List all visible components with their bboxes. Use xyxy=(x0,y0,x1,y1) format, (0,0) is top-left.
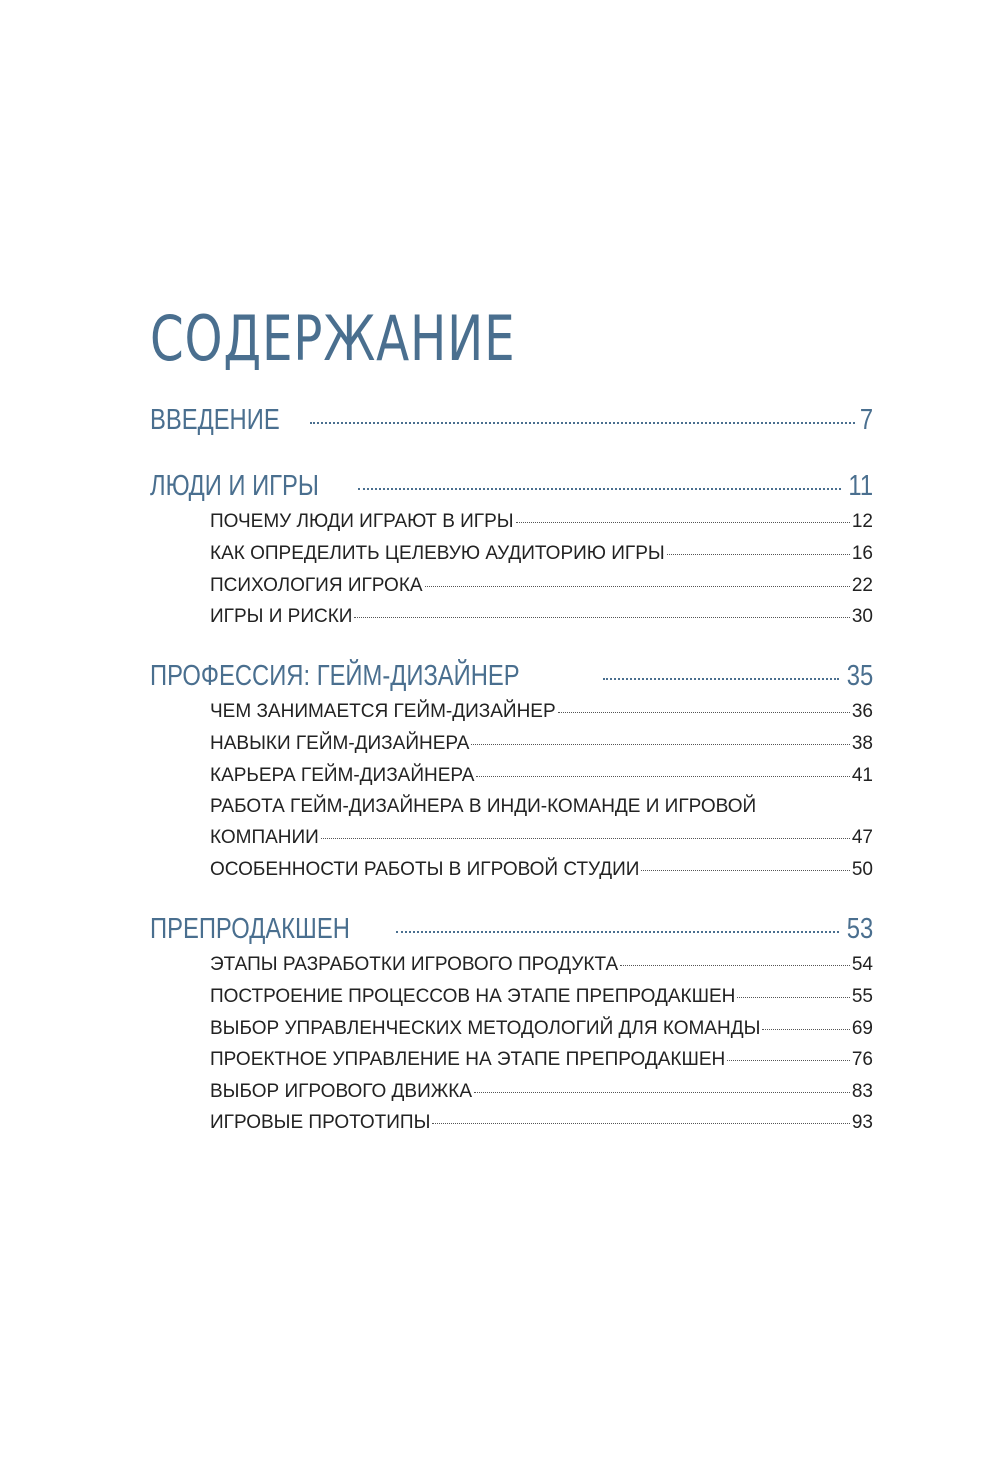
dot-leader xyxy=(321,838,850,839)
toc-entry[interactable] xyxy=(210,733,873,755)
toc-page-number: 55 xyxy=(851,986,873,1007)
toc-page-number: 41 xyxy=(851,765,873,786)
dot-leader xyxy=(358,488,841,490)
toc-entry-title: КАК ОПРЕДЕЛИТЬ ЦЕЛЕВУЮ АУДИТОРИЮ ИГРЫ xyxy=(210,543,665,564)
toc-entry[interactable] xyxy=(210,701,873,723)
toc-entry-title: КАРЬЕРА ГЕЙМ-ДИЗАЙНЕРА xyxy=(210,765,475,786)
toc-chapter-people-and-games[interactable] xyxy=(150,470,873,503)
toc-chapter-profession-game-designer[interactable] xyxy=(150,660,873,693)
toc-page-number: 69 xyxy=(851,1018,873,1039)
toc-entry[interactable] xyxy=(210,606,873,628)
toc-page-number: 22 xyxy=(851,575,873,596)
dot-leader xyxy=(474,1092,850,1093)
toc-page-number: 16 xyxy=(851,543,873,564)
toc-chapter-title: ЛЮДИ И ИГРЫ xyxy=(150,470,319,502)
toc-page-number: 12 xyxy=(851,511,873,532)
toc-entry-title: ПСИХОЛОГИЯ ИГРОКА xyxy=(210,575,423,596)
dot-leader xyxy=(396,931,839,933)
toc-entry[interactable] xyxy=(210,543,873,565)
dot-leader xyxy=(354,617,849,618)
dot-leader xyxy=(667,554,850,555)
toc-chapter-introduction[interactable] xyxy=(150,404,873,437)
toc-entry-title: РАБОТА ГЕЙМ-ДИЗАЙНЕРА В ИНДИ-КОМАНДЕ И ИГРОВОЙ xyxy=(210,796,757,817)
toc-entry[interactable] xyxy=(210,1018,873,1040)
toc-entry-title: ВЫБОР УПРАВЛЕНЧЕСКИХ МЕТОДОЛОГИЙ ДЛЯ КОМАНДЫ xyxy=(210,1018,761,1039)
dot-leader xyxy=(516,522,850,523)
toc-entry-title: ВЫБОР ИГРОВОГО ДВИЖКА xyxy=(210,1081,473,1102)
toc-entry[interactable] xyxy=(210,986,873,1008)
toc-page-number: 76 xyxy=(851,1049,873,1070)
toc-entry[interactable] xyxy=(210,765,873,787)
dot-leader xyxy=(727,1060,850,1061)
dot-leader xyxy=(425,586,850,587)
toc-entry-title: ИГРЫ И РИСКИ xyxy=(210,606,353,627)
toc-entry[interactable] xyxy=(210,954,873,976)
toc-page-number: 47 xyxy=(851,827,873,848)
dot-leader xyxy=(558,712,850,713)
dot-leader xyxy=(603,678,839,680)
toc-page-number: 53 xyxy=(846,913,873,945)
toc-page-number: 50 xyxy=(851,859,873,880)
dot-leader xyxy=(471,744,849,745)
toc-entry-title: ЭТАПЫ РАЗРАБОТКИ ИГРОВОГО ПРОДУКТА xyxy=(210,954,619,975)
toc-page-number: 11 xyxy=(848,470,873,502)
toc-entry[interactable] xyxy=(210,859,873,881)
toc-entry-title: ОСОБЕННОСТИ РАБОТЫ В ИГРОВОЙ СТУДИИ xyxy=(210,859,640,880)
toc-page-number: 54 xyxy=(851,954,873,975)
dot-leader xyxy=(762,1029,849,1030)
toc-entry-title: КОМПАНИИ xyxy=(210,827,319,848)
toc-page-number: 93 xyxy=(851,1112,873,1133)
toc-entry-title: ИГРОВЫЕ ПРОТОТИПЫ xyxy=(210,1112,431,1133)
toc-entry-line1[interactable] xyxy=(210,796,873,818)
toc-entry[interactable] xyxy=(210,1049,873,1071)
toc-chapter-title: ВВЕДЕНИЕ xyxy=(150,404,280,436)
toc-page-number: 7 xyxy=(859,404,873,436)
toc-entry-title: ПОСТРОЕНИЕ ПРОЦЕССОВ НА ЭТАПЕ ПРЕПРОДАКШЕН xyxy=(210,986,736,1007)
toc-entry[interactable] xyxy=(210,1081,873,1103)
dot-leader xyxy=(310,422,855,424)
toc-entry[interactable] xyxy=(210,827,873,849)
toc-entry-title: НАВЫКИ ГЕЙМ-ДИЗАЙНЕРА xyxy=(210,733,470,754)
toc-chapter-title: ПРОФЕССИЯ: ГЕЙМ-ДИЗАЙНЕР xyxy=(150,660,520,692)
toc-page-number: 30 xyxy=(851,606,873,627)
toc-entry[interactable] xyxy=(210,575,873,597)
toc-chapter-title: ПРЕПРОДАКШЕН xyxy=(150,913,350,945)
toc-entry-title: ПОЧЕМУ ЛЮДИ ИГРАЮТ В ИГРЫ xyxy=(210,511,514,532)
page-title: СОДЕРЖАНИЕ xyxy=(150,302,516,375)
toc-page-number: 38 xyxy=(851,733,873,754)
dot-leader xyxy=(432,1123,849,1124)
toc-page-number: 35 xyxy=(846,660,873,692)
dot-leader xyxy=(476,776,849,777)
toc-page-number: 36 xyxy=(851,701,873,722)
dot-leader xyxy=(641,870,849,871)
toc-entry[interactable] xyxy=(210,511,873,533)
dot-leader xyxy=(737,997,849,998)
dot-leader xyxy=(620,965,850,966)
toc-chapter-preproduction[interactable] xyxy=(150,913,873,946)
toc-entry-title: ПРОЕКТНОЕ УПРАВЛЕНИЕ НА ЭТАПЕ ПРЕПРОДАКШЕН xyxy=(210,1049,726,1070)
toc-entry-title: ЧЕМ ЗАНИМАЕТСЯ ГЕЙМ-ДИЗАЙНЕР xyxy=(210,701,556,722)
toc-entry[interactable] xyxy=(210,1112,873,1134)
toc-page-number: 83 xyxy=(851,1081,873,1102)
